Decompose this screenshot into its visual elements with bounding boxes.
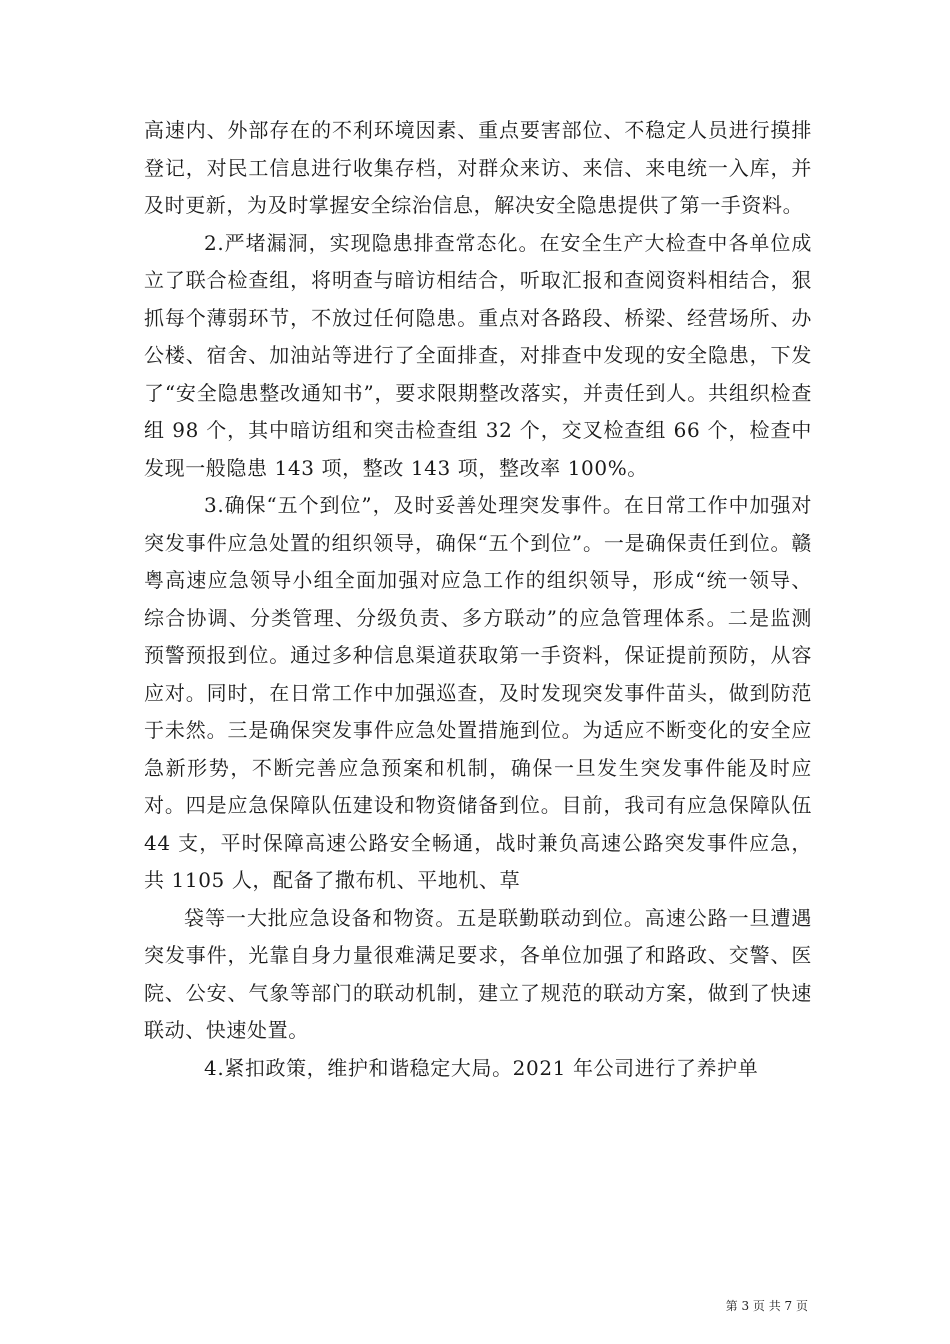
- document-body: [144, 112, 812, 1087]
- paragraph-item-4: 4.紧扣政策，维护和谐稳定大局。2021 年公司进行了养护单: [204, 1055, 759, 1080]
- page-number-label: 第 3 页 共 7 页: [725, 1299, 808, 1313]
- page-footer: [726, 1298, 808, 1314]
- paragraph-intro-continuation: 高速内、外部存在的不利环境因素、重点要害部位、不稳定人员进行摸排登记，对民工信息进行收集存档，对群众来访、来信、来电统一入库，并及时更新，为及时掌握安全综治信息，解决安全隐患提供了第一手资料。: [144, 118, 812, 217]
- paragraph-item-3: 3.确保“五个到位”，及时妥善处理突发事件。在日常工作中加强对突发事件应急处置的组织领导，确保“五个到位”。一是确保责任到位。赣粤高速应急领导小组全面加强对应急工作的组织领导，形成“统一领导、综合协调、分类管理、分级负责、多方联动”的应急管理体系。二是监测预警预报到位。通过多种信息渠道获取第一手资料，保证提前预防，从容应对。同时，在日常工作中加强巡查，及时发现突发事件苗头，做到防范于未然。三是确保突发事件应急处置措施到位。为适应不断变化的安全应急新形势，不断完善应急预案和机制，确保一旦发生突发事件能及时应对。四是应急保障队伍建设和物资储备到位。目前，我司有应急保障队伍 44 支，平时保障高速公路安全畅通，战时兼负高速公路突发事件应急，共 1105 人，配备了撒布机、平地机、草: [144, 493, 812, 892]
- paragraph-item-3-continuation: 袋等一大批应急设备和物资。五是联勤联动到位。高速公路一旦遭遇突发事件，光靠自身力量很难满足要求，各单位加强了和路政、交警、医院、公安、气象等部门的联动机制，建立了规范的联动方案，做到了快速联动、快速处置。: [144, 905, 812, 1042]
- paragraph-item-2: 2.严堵漏洞，实现隐患排查常态化。在安全生产大检查中各单位成立了联合检查组，将明查与暗访相结合，听取汇报和查阅资料相结合，狠抓每个薄弱环节，不放过任何隐患。重点对各路段、桥梁、经营场所、办公楼、宿舍、加油站等进行了全面排查，对排查中发现的安全隐患，下发了“安全隐患整改通知书”，要求限期整改落实，并责任到人。共组织检查组 98 个，其中暗访组和突击检查组 32 个，交叉检查组 66 个，检查中发现一般隐患 143 项，整改 143 项，整改率 100%。: [144, 230, 812, 480]
